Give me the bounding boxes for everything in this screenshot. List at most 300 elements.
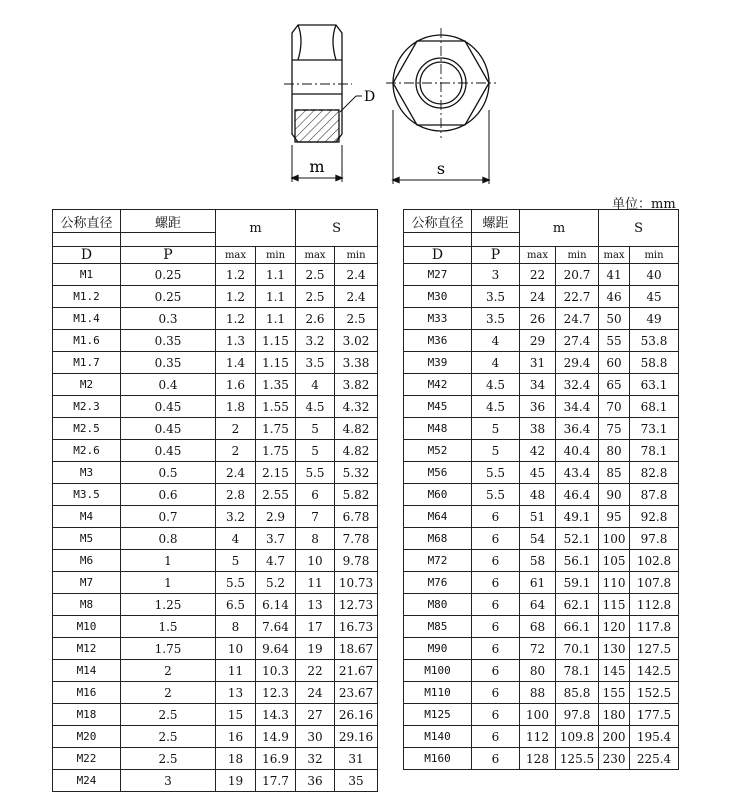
header-m-min: min	[556, 247, 599, 264]
cell-m-max: 3.2	[216, 506, 256, 528]
cell-p: 0.6	[121, 484, 216, 506]
cell-s-min: 78.1	[630, 440, 679, 462]
cell-d: M3.5	[53, 484, 121, 506]
cell-d: M3	[53, 462, 121, 484]
cell-m-min: 14.9	[256, 726, 296, 748]
cell-s-min: 107.8	[630, 572, 679, 594]
table-body-right	[404, 264, 679, 770]
cell-m-min: 2.9	[256, 506, 296, 528]
cell-s-max: 5	[296, 418, 335, 440]
cell-s-max: 8	[296, 528, 335, 550]
cell-p: 5.5	[472, 484, 520, 506]
cell-s-min: 6.78	[335, 506, 378, 528]
cell-s-min: 92.8	[630, 506, 679, 528]
label-s: s	[436, 159, 446, 178]
cell-m-min: 1.75	[256, 440, 296, 462]
table-row	[404, 374, 679, 396]
cell-p: 2.5	[121, 748, 216, 770]
cell-s-max: 130	[599, 638, 630, 660]
cell-d: M1.6	[53, 330, 121, 352]
cell-p: 2	[121, 682, 216, 704]
cell-m-max: 5.5	[216, 572, 256, 594]
cell-s-min: 2.4	[335, 286, 378, 308]
table-row	[404, 286, 679, 308]
cell-m-max: 61	[520, 572, 556, 594]
cell-d: M2.6	[53, 440, 121, 462]
cell-d: M56	[404, 462, 472, 484]
table-row	[404, 264, 679, 286]
cell-m-max: 18	[216, 748, 256, 770]
table-row	[53, 638, 378, 660]
table-row	[53, 374, 378, 396]
table-row	[53, 396, 378, 418]
cell-d: M16	[53, 682, 121, 704]
cell-s-min: 225.4	[630, 748, 679, 770]
cell-s-min: 58.8	[630, 352, 679, 374]
nut-dimensions-table-left	[52, 209, 378, 792]
cell-m-min: 1.75	[256, 418, 296, 440]
cell-m-max: 22	[520, 264, 556, 286]
cell-s-max: 17	[296, 616, 335, 638]
cell-p: 6	[472, 528, 520, 550]
cell-m-min: 16.9	[256, 748, 296, 770]
cell-d: M90	[404, 638, 472, 660]
cell-p: 6	[472, 748, 520, 770]
header-s-max: max	[296, 247, 335, 264]
header-s-min: min	[630, 247, 679, 264]
table-row	[404, 396, 679, 418]
cell-m-max: 5	[216, 550, 256, 572]
cell-s-min: 23.67	[335, 682, 378, 704]
table-row	[53, 330, 378, 352]
cell-d: M30	[404, 286, 472, 308]
table-row	[53, 264, 378, 286]
cell-m-min: 2.55	[256, 484, 296, 506]
cell-s-min: 35	[335, 770, 378, 792]
cell-s-min: 3.38	[335, 352, 378, 374]
cell-m-min: 20.7	[556, 264, 599, 286]
header-nominal-diameter: 公称直径	[53, 210, 121, 233]
cell-m-max: 38	[520, 418, 556, 440]
nut-dimensions-table-right	[403, 209, 679, 770]
table-row	[404, 528, 679, 550]
cell-m-max: 13	[216, 682, 256, 704]
cell-m-max: 15	[216, 704, 256, 726]
cell-s-max: 46	[599, 286, 630, 308]
cell-m-min: 7.64	[256, 616, 296, 638]
cell-m-max: 54	[520, 528, 556, 550]
cell-s-min: 4.82	[335, 418, 378, 440]
cell-p: 4.5	[472, 374, 520, 396]
cell-m-max: 1.2	[216, 286, 256, 308]
cell-m-min: 27.4	[556, 330, 599, 352]
cell-m-max: 1.4	[216, 352, 256, 374]
table-row	[404, 594, 679, 616]
cell-m-max: 45	[520, 462, 556, 484]
cell-p: 5	[472, 418, 520, 440]
table-row	[53, 462, 378, 484]
header-s-min: min	[335, 247, 378, 264]
cell-s-max: 155	[599, 682, 630, 704]
cell-d: M60	[404, 484, 472, 506]
table-row	[53, 594, 378, 616]
cell-d: M42	[404, 374, 472, 396]
cell-m-min: 6.14	[256, 594, 296, 616]
cell-s-min: 102.8	[630, 550, 679, 572]
cell-p: 2	[121, 660, 216, 682]
cell-p: 3.5	[472, 308, 520, 330]
table-row	[53, 440, 378, 462]
table-row	[53, 616, 378, 638]
cell-s-max: 60	[599, 352, 630, 374]
cell-p: 0.45	[121, 440, 216, 462]
table-row	[404, 704, 679, 726]
cell-m-min: 17.7	[256, 770, 296, 792]
cell-d: M39	[404, 352, 472, 374]
header-s: S	[599, 210, 679, 247]
cell-m-min: 34.4	[556, 396, 599, 418]
table-row	[404, 638, 679, 660]
cell-p: 0.25	[121, 286, 216, 308]
cell-p: 1	[121, 550, 216, 572]
cell-s-max: 30	[296, 726, 335, 748]
cell-s-max: 55	[599, 330, 630, 352]
table-row	[53, 418, 378, 440]
cell-p: 5.5	[472, 462, 520, 484]
cell-m-min: 1.1	[256, 264, 296, 286]
cell-d: M5	[53, 528, 121, 550]
cell-m-min: 1.1	[256, 286, 296, 308]
cell-m-max: 100	[520, 704, 556, 726]
cell-m-max: 64	[520, 594, 556, 616]
cell-s-min: 45	[630, 286, 679, 308]
cell-s-max: 85	[599, 462, 630, 484]
table-row	[53, 726, 378, 748]
table-row	[53, 550, 378, 572]
cell-d: M1.4	[53, 308, 121, 330]
cell-s-max: 200	[599, 726, 630, 748]
cell-s-min: 68.1	[630, 396, 679, 418]
cell-s-max: 100	[599, 528, 630, 550]
table-row	[404, 418, 679, 440]
cell-d: M4	[53, 506, 121, 528]
cell-s-max: 6	[296, 484, 335, 506]
cell-m-max: 4	[216, 528, 256, 550]
cell-m-min: 66.1	[556, 616, 599, 638]
cell-d: M72	[404, 550, 472, 572]
cell-p: 0.7	[121, 506, 216, 528]
cell-s-min: 40	[630, 264, 679, 286]
cell-d: M125	[404, 704, 472, 726]
cell-s-max: 120	[599, 616, 630, 638]
cell-s-min: 117.8	[630, 616, 679, 638]
cell-m-min: 46.4	[556, 484, 599, 506]
cell-m-min: 1.35	[256, 374, 296, 396]
cell-p: 2.5	[121, 726, 216, 748]
cell-s-min: 5.82	[335, 484, 378, 506]
table-row	[53, 308, 378, 330]
cell-s-min: 2.5	[335, 308, 378, 330]
table-row	[404, 748, 679, 770]
cell-m-min: 40.4	[556, 440, 599, 462]
cell-m-max: 42	[520, 440, 556, 462]
table-row	[404, 506, 679, 528]
cell-m-min: 36.4	[556, 418, 599, 440]
cell-s-max: 3.2	[296, 330, 335, 352]
header-s-max: max	[599, 247, 630, 264]
cell-m-min: 4.7	[256, 550, 296, 572]
cell-s-min: 31	[335, 748, 378, 770]
header-m-min: min	[256, 247, 296, 264]
cell-m-max: 8	[216, 616, 256, 638]
cell-p: 6	[472, 550, 520, 572]
header-m-max: max	[520, 247, 556, 264]
cell-d: M14	[53, 660, 121, 682]
cell-s-min: 10.73	[335, 572, 378, 594]
table-row	[404, 726, 679, 748]
cell-p: 6	[472, 572, 520, 594]
cell-m-max: 2	[216, 440, 256, 462]
cell-s-min: 112.8	[630, 594, 679, 616]
label-m: m	[309, 157, 325, 176]
header-pitch: 螺距	[472, 210, 520, 233]
cell-s-min: 9.78	[335, 550, 378, 572]
cell-s-max: 27	[296, 704, 335, 726]
cell-s-min: 3.02	[335, 330, 378, 352]
cell-s-max: 5	[296, 440, 335, 462]
cell-p: 0.8	[121, 528, 216, 550]
table-row	[404, 330, 679, 352]
cell-m-min: 3.7	[256, 528, 296, 550]
cell-s-min: 195.4	[630, 726, 679, 748]
cell-s-max: 11	[296, 572, 335, 594]
cell-p: 0.5	[121, 462, 216, 484]
cell-d: M20	[53, 726, 121, 748]
header-m: m	[216, 210, 296, 247]
header-nominal-diameter: 公称直径	[404, 210, 472, 233]
cell-m-max: 128	[520, 748, 556, 770]
cell-m-min: 12.3	[256, 682, 296, 704]
cell-m-min: 56.1	[556, 550, 599, 572]
cell-m-max: 112	[520, 726, 556, 748]
cell-p: 6	[472, 660, 520, 682]
cell-d: M1	[53, 264, 121, 286]
table-row	[404, 572, 679, 594]
table-row	[404, 550, 679, 572]
cell-d: M68	[404, 528, 472, 550]
cell-s-max: 2.6	[296, 308, 335, 330]
cell-p: 1.25	[121, 594, 216, 616]
cell-s-max: 145	[599, 660, 630, 682]
cell-d: M7	[53, 572, 121, 594]
cell-d: M22	[53, 748, 121, 770]
cell-s-max: 36	[296, 770, 335, 792]
cell-p: 6	[472, 594, 520, 616]
cell-s-max: 2.5	[296, 286, 335, 308]
table-row	[404, 682, 679, 704]
cell-p: 1.5	[121, 616, 216, 638]
cell-d: M48	[404, 418, 472, 440]
table-row	[53, 286, 378, 308]
cell-s-min: 87.8	[630, 484, 679, 506]
cell-m-max: 48	[520, 484, 556, 506]
cell-s-max: 4.5	[296, 396, 335, 418]
cell-m-min: 97.8	[556, 704, 599, 726]
cell-s-max: 105	[599, 550, 630, 572]
cell-d: M10	[53, 616, 121, 638]
label-d: D	[364, 89, 376, 105]
cell-s-max: 22	[296, 660, 335, 682]
cell-s-min: 152.5	[630, 682, 679, 704]
cell-s-min: 29.16	[335, 726, 378, 748]
cell-m-max: 36	[520, 396, 556, 418]
header-d-symbol: D	[53, 247, 121, 264]
cell-d: M140	[404, 726, 472, 748]
cell-p: 6	[472, 616, 520, 638]
cell-d: M45	[404, 396, 472, 418]
cell-p: 2.5	[121, 704, 216, 726]
cell-d: M100	[404, 660, 472, 682]
cell-m-max: 2.8	[216, 484, 256, 506]
cell-m-min: 10.3	[256, 660, 296, 682]
cell-d: M85	[404, 616, 472, 638]
table-row	[404, 440, 679, 462]
cell-d: M8	[53, 594, 121, 616]
cell-s-max: 50	[599, 308, 630, 330]
cell-p: 0.25	[121, 264, 216, 286]
cell-m-min: 22.7	[556, 286, 599, 308]
cell-s-min: 5.32	[335, 462, 378, 484]
cell-d: M64	[404, 506, 472, 528]
cell-p: 3.5	[472, 286, 520, 308]
cell-m-min: 125.5	[556, 748, 599, 770]
cell-s-max: 3.5	[296, 352, 335, 374]
cell-p: 0.3	[121, 308, 216, 330]
cell-p: 3	[472, 264, 520, 286]
cell-m-min: 1.55	[256, 396, 296, 418]
cell-s-max: 65	[599, 374, 630, 396]
cell-s-min: 82.8	[630, 462, 679, 484]
cell-m-max: 1.2	[216, 308, 256, 330]
cell-s-max: 115	[599, 594, 630, 616]
cell-p: 1.75	[121, 638, 216, 660]
cell-d: M27	[404, 264, 472, 286]
cell-s-max: 13	[296, 594, 335, 616]
cell-s-max: 4	[296, 374, 335, 396]
cell-m-max: 31	[520, 352, 556, 374]
cell-d: M2.3	[53, 396, 121, 418]
cell-m-max: 29	[520, 330, 556, 352]
cell-m-max: 6.5	[216, 594, 256, 616]
cell-s-max: 5.5	[296, 462, 335, 484]
table-row	[53, 484, 378, 506]
cell-m-min: 1.15	[256, 330, 296, 352]
table-row	[53, 770, 378, 792]
cell-s-max: 24	[296, 682, 335, 704]
cell-p: 5	[472, 440, 520, 462]
cell-m-max: 24	[520, 286, 556, 308]
cell-p: 6	[472, 638, 520, 660]
header-m-max: max	[216, 247, 256, 264]
table-row	[53, 528, 378, 550]
table-row	[53, 704, 378, 726]
cell-p: 6	[472, 682, 520, 704]
cell-d: M2.5	[53, 418, 121, 440]
cell-d: M76	[404, 572, 472, 594]
cell-m-max: 68	[520, 616, 556, 638]
cell-s-min: 2.4	[335, 264, 378, 286]
cell-s-min: 4.32	[335, 396, 378, 418]
cell-s-max: 230	[599, 748, 630, 770]
cell-d: M33	[404, 308, 472, 330]
cell-p: 6	[472, 506, 520, 528]
cell-m-min: 24.7	[556, 308, 599, 330]
cell-s-max: 7	[296, 506, 335, 528]
cell-m-min: 52.1	[556, 528, 599, 550]
header-pitch: 螺距	[121, 210, 216, 233]
cell-p: 3	[121, 770, 216, 792]
cell-m-max: 51	[520, 506, 556, 528]
cell-m-min: 109.8	[556, 726, 599, 748]
cell-s-max: 90	[599, 484, 630, 506]
cell-p: 0.45	[121, 418, 216, 440]
cell-s-max: 110	[599, 572, 630, 594]
cell-s-max: 10	[296, 550, 335, 572]
cell-d: M6	[53, 550, 121, 572]
cell-m-min: 59.1	[556, 572, 599, 594]
cell-m-min: 78.1	[556, 660, 599, 682]
cell-s-min: 26.16	[335, 704, 378, 726]
cell-s-min: 177.5	[630, 704, 679, 726]
cell-p: 0.45	[121, 396, 216, 418]
cell-m-min: 49.1	[556, 506, 599, 528]
cell-s-min: 142.5	[630, 660, 679, 682]
cell-m-max: 2.4	[216, 462, 256, 484]
unit-label: 单位：mm	[612, 197, 676, 212]
cell-s-min: 63.1	[630, 374, 679, 396]
cell-m-max: 72	[520, 638, 556, 660]
cell-s-max: 41	[599, 264, 630, 286]
cell-m-max: 2	[216, 418, 256, 440]
table-row	[404, 462, 679, 484]
cell-p: 0.4	[121, 374, 216, 396]
cell-s-min: 12.73	[335, 594, 378, 616]
table-body-left	[53, 264, 378, 792]
cell-p: 4.5	[472, 396, 520, 418]
cell-m-min: 43.4	[556, 462, 599, 484]
cell-m-min: 85.8	[556, 682, 599, 704]
cell-s-min: 3.82	[335, 374, 378, 396]
cell-d: M2	[53, 374, 121, 396]
cell-s-max: 32	[296, 748, 335, 770]
cell-m-max: 10	[216, 638, 256, 660]
table-row	[53, 352, 378, 374]
cell-d: M52	[404, 440, 472, 462]
cell-s-min: 49	[630, 308, 679, 330]
cell-m-max: 1.8	[216, 396, 256, 418]
cell-m-min: 2.15	[256, 462, 296, 484]
cell-p: 1	[121, 572, 216, 594]
table-row	[404, 352, 679, 374]
cell-m-min: 32.4	[556, 374, 599, 396]
table-row	[53, 572, 378, 594]
cell-s-min: 4.82	[335, 440, 378, 462]
table-row	[404, 308, 679, 330]
header-p-symbol: P	[472, 247, 520, 264]
cell-s-max: 2.5	[296, 264, 335, 286]
cell-s-min: 127.5	[630, 638, 679, 660]
cell-d: M80	[404, 594, 472, 616]
